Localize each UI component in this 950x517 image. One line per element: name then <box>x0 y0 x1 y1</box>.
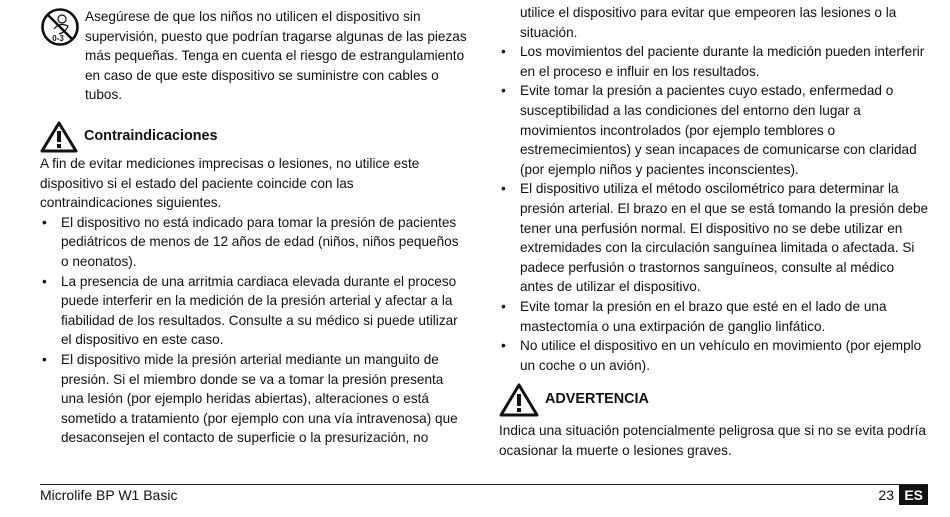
warning-heading <box>499 383 929 417</box>
warning-icon <box>499 383 539 417</box>
contraindications-title: Contraindicaciones <box>84 128 218 145</box>
contraindications-heading <box>40 121 468 153</box>
no-children-icon <box>40 7 80 47</box>
contraindications-list <box>40 213 468 448</box>
warning-text: Indica una situación potencialmente peligrosa que si no se evita podría ocasionar la muerte o lesiones graves. <box>499 423 926 458</box>
child-warning <box>40 0 468 107</box>
right-column <box>499 0 929 460</box>
page-number: 23 <box>878 487 894 503</box>
list-item: • El dispositivo no está indicado para tomar la presión de pacientes pediátricos de menos de 12 años de edad (niños, niños pequeños o neonatos). <box>40 213 468 272</box>
list-item: • La presencia de una arritmia cardiaca elevada durante el proceso puede interferir en la medición de la presión arterial y afectar a la fiabilidad de los resultados. Consulte a su médico si puede utilizar el dispositivo en este caso. <box>40 272 468 350</box>
page-footer <box>40 484 928 503</box>
age-label: 0-3 <box>52 34 64 43</box>
list-item: • Evite tomar la presión a pacientes cuyo estado, enfermedad o susceptibilidad a las condiciones del entorno den lugar a movimientos incontrolados (por ejemplo temblores o estremecimientos) y sean incapaces de comunicarse con claridad (por ejemplo niños y pacientes inconscientes). <box>499 81 929 179</box>
left-column <box>40 0 468 448</box>
list-item: • El dispositivo utiliza el método oscilométrico para determinar la presión arterial. El brazo en el que se está tomando la presión debe tener una perfusión normal. El dispositivo no se debe utilizar en extremidades con la circulación sanguínea limitada o afectada. Si padece perfusión o trastornos sanguíneos, consulte al médico antes de utilizar el dispositivo. <box>499 179 929 297</box>
contraindications-list-continued <box>499 42 929 375</box>
model-name: Microlife BP W1 Basic <box>40 487 178 503</box>
contraindications-intro: A fin de evitar mediciones imprecisas o lesiones, no utilice este dispositivo si el estado del paciente coincide con las contraindicaciones siguientes. <box>40 156 420 211</box>
list-item: • Los movimientos del paciente durante la medición pueden interferir en el proceso e influir en los resultados. <box>499 42 929 81</box>
continuation-text: utilice el dispositivo para evitar que empeoren las lesiones o la situación. <box>520 5 897 40</box>
warning-icon <box>40 121 78 153</box>
list-item: • Evite tomar la presión en el brazo que esté en el lado de una mastectomía o una extirpación de ganglio linfático. <box>499 297 929 336</box>
language-badge: ES <box>899 485 928 505</box>
warning-title: ADVERTENCIA <box>545 391 649 408</box>
list-item: • No utilice el dispositivo en un vehículo en movimiento (por ejemplo un coche o un avión). <box>499 336 929 375</box>
list-item: • El dispositivo mide la presión arterial mediante un manguito de presión. Si el miembro donde se va a tomar la presión presenta una lesión (por ejemplo heridas abiertas), alteraciones o está sometido a tratamiento (por ejemplo con una vía intravenosa) que desaconsejen el contacto de superficie o la presurización, no <box>40 350 468 448</box>
child-warning-text: Asegúrese de que los niños no utilicen el dispositivo sin supervisión, puesto que podrían tragarse algunas de las piezas más pequeñas. Tenga en cuenta el riesgo de estrangulamiento en caso de que este dispositivo se suministre con cables o tubos. <box>85 9 467 103</box>
